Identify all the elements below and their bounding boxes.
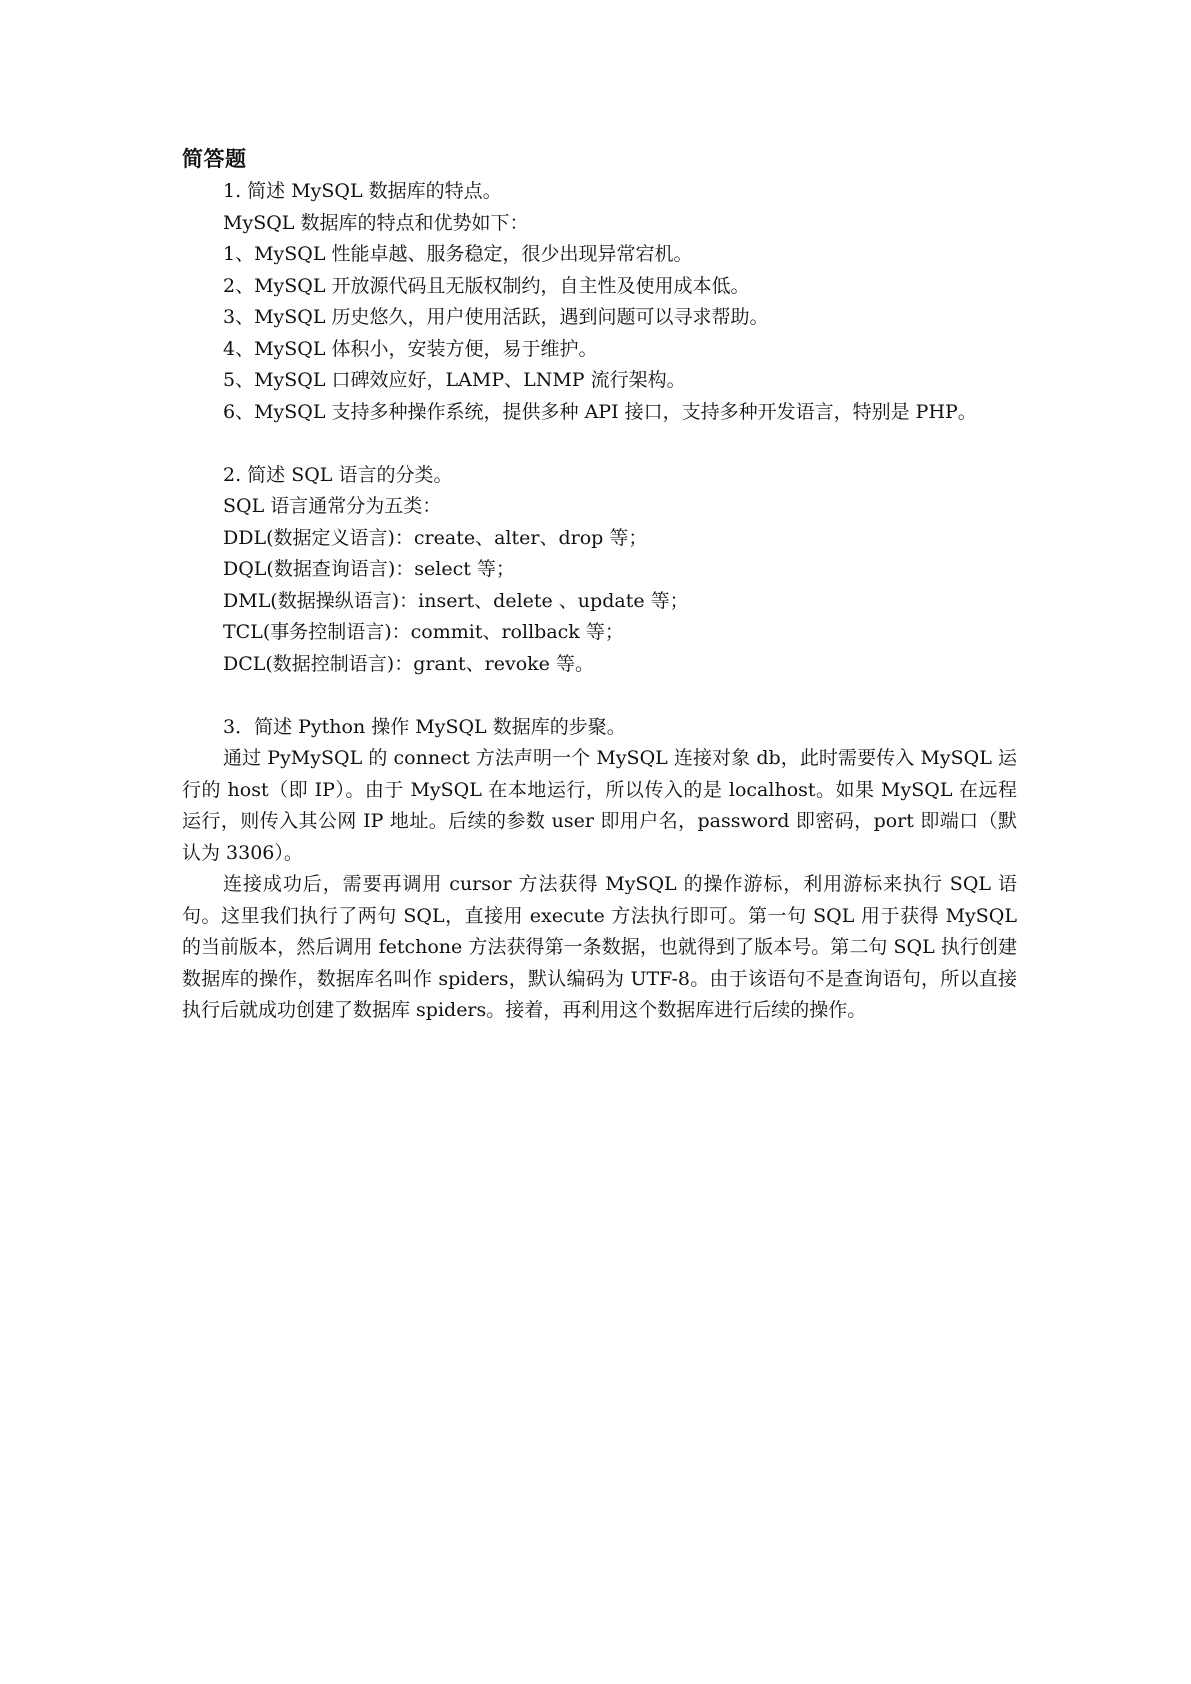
- answer-paragraph: 通过 PyMySQL 的 connect 方法声明一个 MySQL 连接对象 db，此时需要传入 MySQL 运行的 host（即 IP）。由于 MySQL 在本地运行，所以传入的是 localhost。如果 MySQL 在远程运行，则传入其公网 IP 地址。后续的参数 user 即用户名，password 即密码，port 即端口（默认为 3306）。: [182, 747, 1017, 864]
- list-item: 4、MySQL 体积小，安装方便，易于维护。: [223, 337, 598, 360]
- question-3-block: [182, 712, 1017, 1027]
- spacer: [182, 680, 1017, 712]
- question-2-block: [182, 460, 1017, 681]
- list-item: DML(数据操纵语言)：insert、delete 、update 等；: [223, 589, 689, 612]
- section-heading: 简答题: [182, 146, 247, 171]
- document-body: [182, 143, 1017, 1027]
- list-item: 1、MySQL 性能卓越、服务稳定，很少出现异常宕机。: [223, 243, 693, 265]
- question-1-intro: MySQL 数据库的特点和优势如下：: [223, 211, 529, 234]
- list-item: DDL(数据定义语言)：create、alter、drop 等；: [223, 526, 648, 549]
- list-item: 6、MySQL 支持多种操作系统，提供多种 API 接口，支持多种开发语言，特别是 PHP。: [223, 400, 977, 423]
- list-item: 3、MySQL 历史悠久，用户使用活跃，遇到问题可以寻求帮助。: [223, 306, 769, 328]
- list-item: DQL(数据查询语言)：select 等；: [223, 558, 515, 580]
- question-3-title: 3．简述 Python 操作 MySQL 数据库的步聚。: [223, 715, 626, 738]
- question-1-title: 1. 简述 MySQL 数据库的特点。: [223, 180, 502, 202]
- list-item: TCL(事务控制语言)：commit、rollback 等；: [223, 621, 624, 643]
- question-2-intro: SQL 语言通常分为五类：: [223, 495, 442, 517]
- list-item: DCL(数据控制语言)：grant、revoke 等。: [223, 652, 594, 675]
- list-item: 2、MySQL 开放源代码且无版权制约，自主性及使用成本低。: [223, 274, 750, 297]
- question-2-title: 2. 简述 SQL 语言的分类。: [223, 463, 453, 486]
- question-1-block: [182, 176, 1017, 428]
- answer-paragraph: 连接成功后，需要再调用 cursor 方法获得 MySQL 的操作游标，利用游标来执行 SQL 语句。这里我们执行了两句 SQL，直接用 execute 方法执行即可。第一句 SQL 用于获得 MySQL 的当前版本，然后调用 fetchone 方法获得第一条数据，也就得到了版本号。第二句 SQL 执行创建数据库的操作，数据库名叫作 spiders，默认编码为 UTF-8。由于该语句不是查询语句，所以直接执行后就成功创建了数据库 spiders。接着，再利用这个数据库进行后续的操作。: [182, 873, 1017, 1021]
- spacer: [182, 428, 1017, 460]
- list-item: 5、MySQL 口碑效应好，LAMP、LNMP 流行架构。: [223, 369, 686, 391]
